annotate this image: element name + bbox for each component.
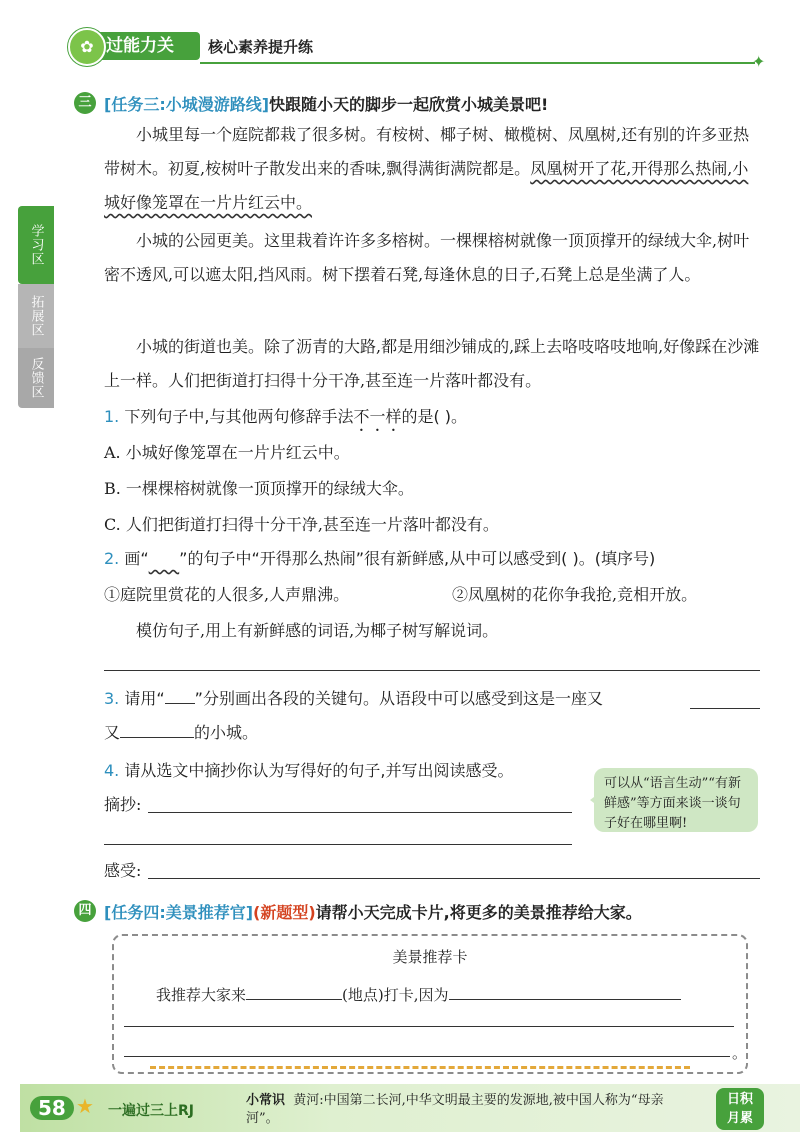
card-place-blank[interactable] — [246, 999, 342, 1000]
question-1 — [104, 404, 467, 435]
question-3-number: 3. — [104, 689, 120, 708]
excerpt-line-2[interactable] — [104, 844, 572, 845]
question-1-post: 的是( )。 — [401, 407, 468, 426]
feeling-line[interactable] — [148, 878, 760, 879]
section3-heading — [104, 92, 548, 115]
excerpt-line-1[interactable] — [148, 812, 572, 813]
side-tab-extend[interactable]: 拓展区 — [18, 284, 54, 348]
page-number: 58 — [30, 1096, 74, 1120]
card-row — [156, 984, 681, 1005]
card-row-pre: 我推荐大家来 — [156, 986, 247, 1004]
side-tab-feedback[interactable]: 反馈区 — [18, 348, 54, 408]
feeling-label: 感受: — [104, 861, 142, 880]
question-3-blank-2[interactable] — [120, 737, 194, 738]
question-1-option-a[interactable]: A. 小城好像笼罩在一片片红云中。 — [104, 443, 350, 462]
question-1-emphasis: 不一样 — [353, 407, 402, 426]
question-2-option-1[interactable]: ①庭院里赏花的人很多,人声鼎沸。 — [104, 585, 350, 604]
section3-tail: 快跟随小天的脚步一起欣赏小城美景吧! — [269, 95, 549, 114]
footer-note-label: 小常识 — [246, 1093, 286, 1108]
passage-p1-wavy-sentence: 凤凰树开了花,开得那么热闹,小城好像笼罩在一片片红云中。 — [104, 159, 749, 212]
question-2-number: 2. — [104, 549, 120, 568]
passage-paragraph-1 — [104, 118, 764, 220]
question-3-post: ”分别画出各段的关键句。从语段中可以感受到这是一座又 — [194, 689, 603, 708]
mascot-icon: ✿ — [68, 28, 106, 66]
question-3 — [104, 686, 603, 709]
question-2-pre: 画“ — [124, 549, 149, 568]
card-line-2[interactable] — [124, 1026, 734, 1027]
section3-number: 三 — [74, 92, 96, 114]
question-1-pre: 下列句子中,与其他两句修辞手法 — [124, 407, 354, 426]
card-end-mark: 。 — [732, 1044, 748, 1062]
footer-note-text: 黄河:中国第二长河,中华文明最主要的发源地,被中国人称为“母亲河”。 — [246, 1093, 664, 1126]
header-divider — [200, 62, 755, 64]
passage-p1-text: 小城里每一个庭院都栽了很多树。有桉树、椰子树、橄榄树、凤凰树,还有别的许多亚热带树木。初夏,桉树叶子散发出来的香味,飘得满街满院都是。 — [104, 125, 750, 178]
question-3-blank-1[interactable] — [690, 708, 760, 709]
excerpt-label: 摘抄: — [104, 795, 142, 814]
question-3-line2-pre: 又 — [104, 723, 121, 742]
card-reason-blank[interactable] — [449, 999, 681, 1000]
section4-task: [任务四:美景推荐官] — [104, 903, 254, 922]
card-row-mid: (地点)打卡,因为 — [342, 986, 449, 1004]
section4-tail: 请帮小天完成卡片,将更多的美景推荐给大家。 — [315, 903, 642, 922]
question-3-underline-sample — [165, 703, 195, 704]
mascot-star-icon: ★ — [76, 1094, 94, 1118]
section3-task: [任务三:小城漫游路线] — [104, 95, 270, 114]
question-3-pre: 请用“ — [124, 689, 165, 708]
question-3-line2-post: 的小城。 — [194, 723, 259, 742]
question-4 — [104, 758, 513, 781]
footer-badge: 日积月累 — [716, 1088, 764, 1130]
section4-new-type: (新题型) — [253, 903, 316, 922]
question-2-wavy-mark — [149, 549, 180, 568]
question-4-text: 请从选文中摘抄你认为写得好的句子,并写出阅读感受。 — [124, 761, 514, 780]
footer-brand: 一遍过三上RJ — [108, 1103, 194, 1119]
card-line-3[interactable] — [124, 1056, 730, 1057]
passage-paragraph-2: 小城的公园更美。这里栽着许许多多榕树。一棵棵榕树就像一顶顶撑开的绿绒大伞,树叶密不透风,可以遮太阳,挡风雨。树下摆着石凳,每逢休息的日子,石凳上总是坐满了人。 — [104, 231, 750, 284]
header-subtitle: 核心素养提升练 — [208, 38, 314, 56]
card-title: 美景推荐卡 — [392, 948, 468, 966]
passage-paragraph-3: 小城的街道也美。除了沥青的大路,都是用细沙铺成的,踩上去咯吱咯吱地响,好像踩在沙滩上一样。人们把街道打扫得十分干净,甚至连一片落叶都没有。 — [104, 337, 760, 390]
question-1-option-c[interactable]: C. 人们把街道打扫得十分干净,甚至连一片落叶都没有。 — [104, 515, 499, 534]
header-badge: 过能力关 — [70, 32, 200, 60]
question-2-option-2[interactable]: ②凤凰树的花你争我抢,竞相开放。 — [452, 585, 698, 604]
question-2-imitate-prompt: 模仿句子,用上有新鲜感的词语,为椰子树写解说词。 — [136, 621, 499, 640]
pencil-decoration — [150, 1066, 690, 1077]
section4-number: 四 — [74, 900, 96, 922]
question-4-number: 4. — [104, 761, 120, 780]
hint-bubble: 可以从“语言生动”“有新鲜感”等方面来谈一谈句子好在哪里啊! — [594, 768, 758, 832]
star-icon: ✦ — [752, 52, 766, 71]
question-2 — [104, 546, 655, 569]
question-3-line2 — [104, 720, 258, 743]
question-2-answer-line[interactable] — [104, 670, 760, 671]
question-1-number: 1. — [104, 407, 120, 426]
question-1-option-b[interactable]: B. 一棵棵榕树就像一顶顶撑开的绿绒大伞。 — [104, 479, 414, 498]
question-2-post: ”的句子中“开得那么热闹”很有新鲜感,从中可以感受到( )。(填序号) — [179, 549, 656, 568]
side-tab-study[interactable]: 学习区 — [18, 206, 54, 284]
footer-note — [246, 1092, 676, 1128]
section4-heading — [104, 900, 642, 923]
